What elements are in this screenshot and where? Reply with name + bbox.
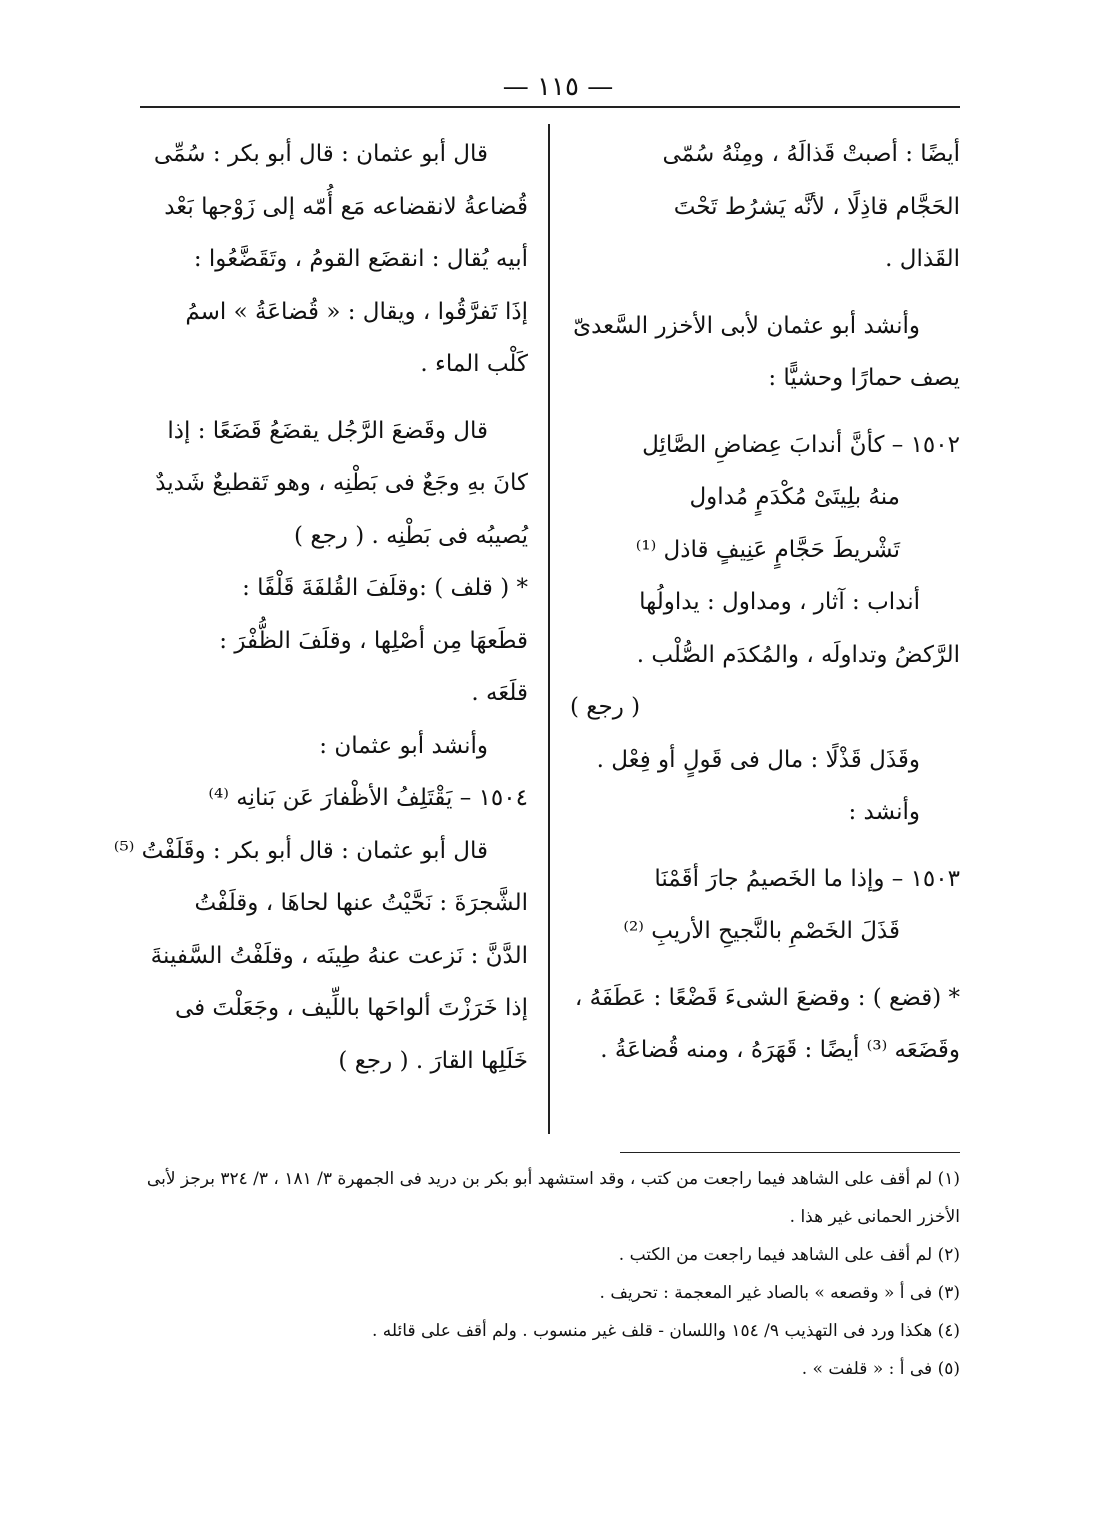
verse-line: ١٥٠٢ – كأنَّ أندابَ عِضاضِ الصَّائِل (642, 431, 960, 458)
text-line: إذا خَرَزْتَ ألواحَها باللِّيف ، وجَعَلْتَ فى (174, 995, 528, 1021)
footnote-4: (٤) هكذا ورد فى التهذيب ٩/ ١٥٤ واللسان - قلف غير منسوب . ولم أقف على قائله . (372, 1321, 960, 1341)
paragraph-gap (570, 839, 960, 853)
text-line: القَذال . (885, 246, 960, 272)
verse-line: ١٥٠٣ – وإذا ما الخَصيمُ جارَ أقَمْنَا (654, 865, 960, 892)
text-line: وأنشد : (848, 799, 920, 825)
verse-line: تَشْريطَ حَجَّامٍ عَنِيفٍ قاذل ⁽¹⁾ (635, 536, 900, 563)
text-line: كَلْب الماء . (420, 351, 528, 377)
footnote-2: (٢) لم أقف على الشاهد فيما راجعت من الكتب . (618, 1245, 960, 1265)
right-column (570, 128, 960, 1077)
text-line: أيضًا : أصبتْ قَذالَهُ ، ومِنْهُ سُمّى (662, 141, 960, 167)
text-line: الحَجَّام قاذِلًا ، لأنَّه يَشرُط تَحْتَ (673, 193, 960, 220)
text-line: قُضاعةُ لانقضاعه مَع أُمّه إلى زَوْجها بَعْد (164, 193, 528, 220)
text-line: وأنشد أبو عثمان لأبى الأخزر السَّعدىّ (573, 312, 920, 339)
text-line: وقَذَل قَذْلًا : مال فى قَولٍ أو فِعْل . (596, 746, 920, 773)
column-divider (548, 124, 550, 1134)
text-line: إذَا تَفرَّقُوا ، ويقال : « قُضاعَةُ » اسمُ (185, 298, 528, 325)
paragraph-gap (570, 958, 960, 972)
text-line: الدَّنَّ : نَزعت عنهُ طِينَه ، وقلَفْتُ السَّفينةَ (150, 942, 528, 969)
verse-line: قَذَلَ الخَصْمِ بالنَّجيحِ الأريبِ ⁽²⁾ (623, 918, 900, 944)
text-line: وقَضَعَه ⁽³⁾ أيضًا : قَهَرَهُ ، ومنه قُضاعَةُ . (600, 1037, 960, 1063)
text-line: خَلَلِها القارَ . ( رجع ) (338, 1047, 528, 1074)
verse-line: ١٥٠٤ – يَقْتَلِفُ الأظْفارَ عَن بَنانِه ⁽⁴⁾ (208, 785, 528, 811)
text-line: يُصيبُه فى بَطْنِه . ( رجع ) (294, 522, 528, 549)
footnote-1: (١) لم أقف على الشاهد فيما راجعت من كتب ، وقد استشهد أبو بكر بن دريد فى الجمهرة ٣/ ١٨١ ، ٣/ ٣٢٤ برجز لأبى (146, 1169, 960, 1189)
footnote-rule (620, 1152, 960, 1153)
footnote-5: (٥) فى أ : « قلفت » . (801, 1359, 960, 1379)
text-line: أبيه يُقال : انقضَع القومُ ، وتَقَضَّعُوا : (193, 246, 528, 272)
entry-heading-line: * ( قلف ) :وقلَفَ القُلفَةَ قَلْفًا : (242, 575, 528, 601)
text-line: وأنشد أبو عثمان : (319, 732, 488, 759)
paragraph-gap (140, 391, 528, 405)
left-column (113, 128, 528, 1087)
text-line: يصف حمارًا وحشيًّا : (768, 365, 960, 391)
page-number: — ١١٥ — (502, 72, 614, 102)
text-line: أنداب : آثار ، ومداول : يداولُها (639, 589, 920, 615)
text-line: قطَعهَا مِن أصْلِها ، وقلَفَ الظُّفْرَ : (219, 627, 528, 654)
text-line: قلَعَه . (471, 680, 528, 706)
footnotes (140, 1160, 960, 1388)
text-line: كانَ بهِ وجَعٌ فى بَطْنِه ، وهو تَقطيعٌ شَديدٌ (155, 470, 528, 496)
reference-marker: ( رجع ) (570, 694, 641, 720)
paragraph-gap (570, 405, 960, 419)
text-line: الشَّجرَةَ : نَحَّيْتُ عنها لحاهَا ، وقلَفْتُ (194, 890, 528, 916)
entry-heading-line: * (قضع ) : وقضعَ الشىءَ قَضْعًا : عَطَفَهُ ، (574, 984, 960, 1011)
paragraph-gap (570, 286, 960, 300)
footnote-3: (٣) فى أ « وقصعه » بالصاد غير المعجمة : تحريف . (599, 1283, 960, 1303)
text-line: قال وقَضعَ الرَّجُل يقضَعُ قَضَعًا : إذا (167, 417, 488, 444)
text-line: قال أبو عثمان : قال أبو بكر : سُمِّى (153, 141, 488, 167)
header-rule (140, 106, 960, 108)
footnote-1-continuation: الأخزر الحمانى غير هذا . (789, 1207, 960, 1227)
verse-line: منهُ بلِيتَىْ مُكْدَمٍ مُداول (689, 484, 900, 510)
text-line: قال أبو عثمان : قال أبو بكر : وقَلَفْتُ ⁽⁵⁾ (113, 837, 488, 864)
text-line: الرَّكضُ وتداولَه ، والمُكدَم الصُّلْب . (636, 641, 960, 668)
